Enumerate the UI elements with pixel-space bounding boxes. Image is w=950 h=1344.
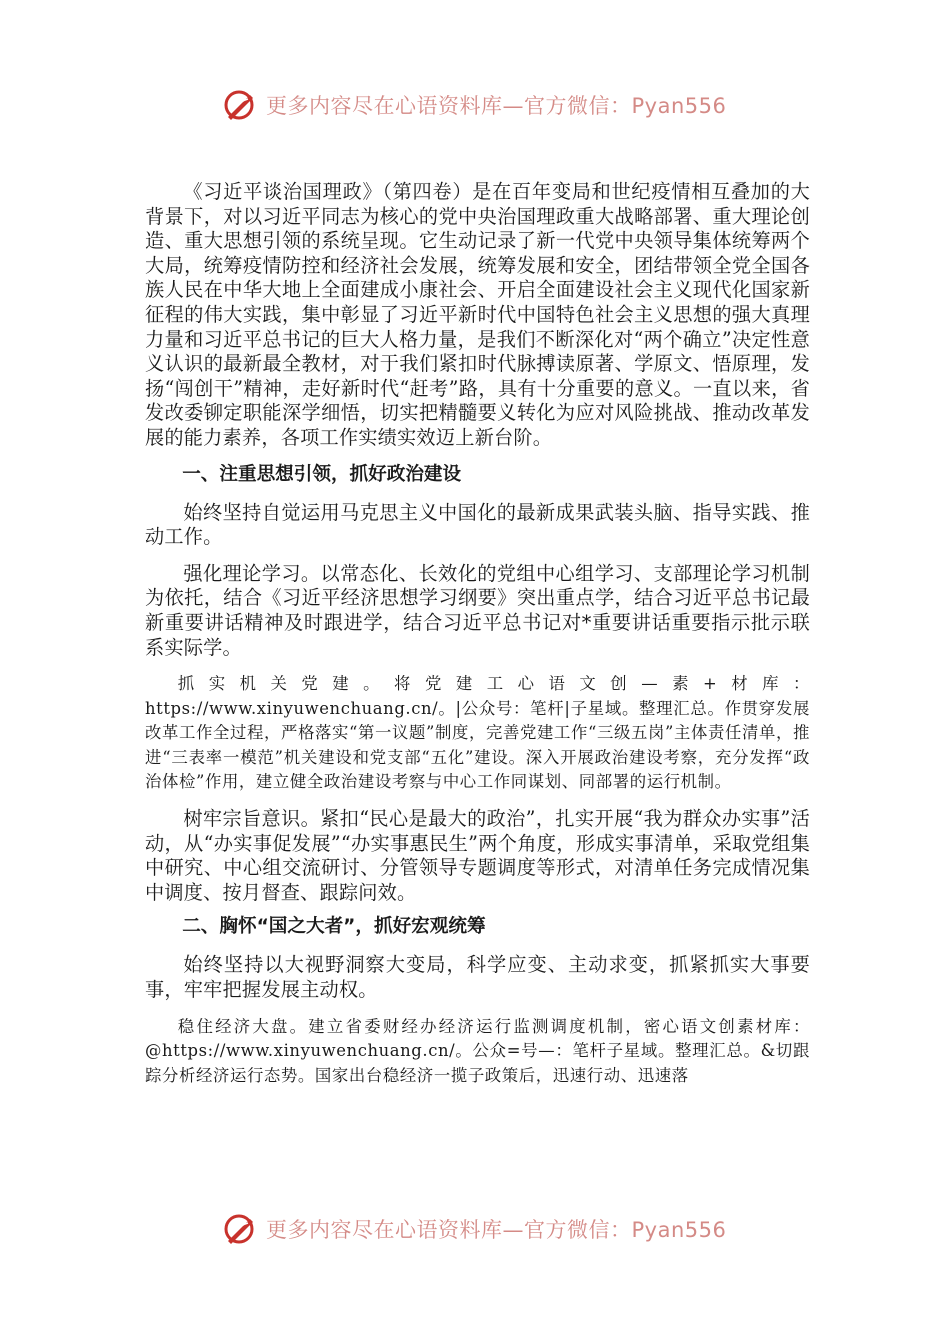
- header-banner-text: 更多内容尽在心语资料库—官方微信：Pyan556: [266, 94, 727, 118]
- section1-paragraph-2: 强化理论学习。以常态化、长效化的党组中心组学习、支部理论学习机制为依托，结合《习近平经济思想学习纲要》突出重点学，结合习近平总书记最新重要讲话精神及时跟进学，结合习近平总书记对*重要讲话重要指示批示联系实际学。: [145, 561, 810, 659]
- pen-logo-icon: [222, 87, 258, 123]
- section1-heading: 一、注重思想引领，抓好政治建设: [182, 463, 462, 485]
- pen-logo-icon: [222, 1211, 258, 1247]
- section2-heading: 二、胸怀“国之大者”，抓好宏观统筹: [182, 916, 486, 938]
- document-body: [145, 180, 810, 1100]
- section2-paragraph-1: 始终坚持以大视野洞察大变局，科学应变、主动求变，抓紧抓实大事要事，牢牢把握发展主动权。: [145, 953, 810, 1002]
- section1-paragraph-1: 始终坚持自觉运用马克思主义中国化的最新成果武装头脑、指导实践、推动工作。: [145, 500, 810, 549]
- footer-banner: [222, 1206, 726, 1252]
- section1-paragraph-4: 树牢宗旨意识。紧扣“民心是最大的政治”，扎实开展“我为群众办实事”活动，从“办实事促发展”“办实事惠民生”两个角度，形成实事清单，采取党组集中研究、中心组交流研讨、分管领导专题调度等形式，对清单任务完成情况集中调度、按月督查、跟踪问效。: [145, 807, 810, 904]
- header-banner: [222, 82, 726, 128]
- footer-banner-text: 更多内容尽在心语资料库—官方微信：Pyan556: [266, 1218, 727, 1242]
- intro-paragraph: 《习近平谈治国理政》（第四卷）是在百年变局和世纪疫情相互叠加的大背景下，对以习近平同志为核心的党中央治国理政重大战略部署、重大理论创造、重大思想引领的系统呈现。它生动记录了新一代党中央领导集体统筹两个大局，统筹疫情防控和经济社会发展，统筹发展和安全，团结带领全党全国各族人民在中华大地上全面建成小康社会、开启全面建设社会主义现代化国家新征程的伟大实践，集中彰显了习近平新时代中国特色社会主义思想的强大真理力量和习近平总书记的巨大人格力量，是我们不断深化对“两个确立”决定性意义认识的最新最全教材，对于我们紧扣时代脉搏读原著、学原文、悟原理，发扬“闯创干”精神，走好新时代“赶考”路，具有十分重要的意义。一直以来，省发改委铆定职能深学细悟，切实把精髓要义转化为应对风险挑战、推动改革发展的能力素养，各项工作实绩实效迈上新台阶。: [145, 180, 810, 449]
- section2-paragraph-2: 稳住经济大盘。建立省委财经办经济运行监测调度机制，密心语文创素材库：@https://www.xinyuwenchuang.cn/。公众=号—：笔杆子星域。整理汇总。&切跟踪分析经济运行态势。国家出台稳经济一揽子政策后，迅速行动、迅速落: [145, 1016, 810, 1085]
- section1-paragraph-3: 抓实机关党建。将党建工心语文创—素+材库：https://www.xinyuwenchuang.cn/。|公众号：笔杆|子星域。整理汇总。作贯穿发展改革工作全过程，严格落实“第一议题”制度，完善党建工作“三级五岗”主体责任清单，推进“三表率一模范”机关建设和党支部“五化”建设。深入开展政治建设考察，充分发挥“政治体检”作用，建立健全政治建设考察与中心工作同谋划、同部署的运行机制。: [145, 674, 810, 792]
